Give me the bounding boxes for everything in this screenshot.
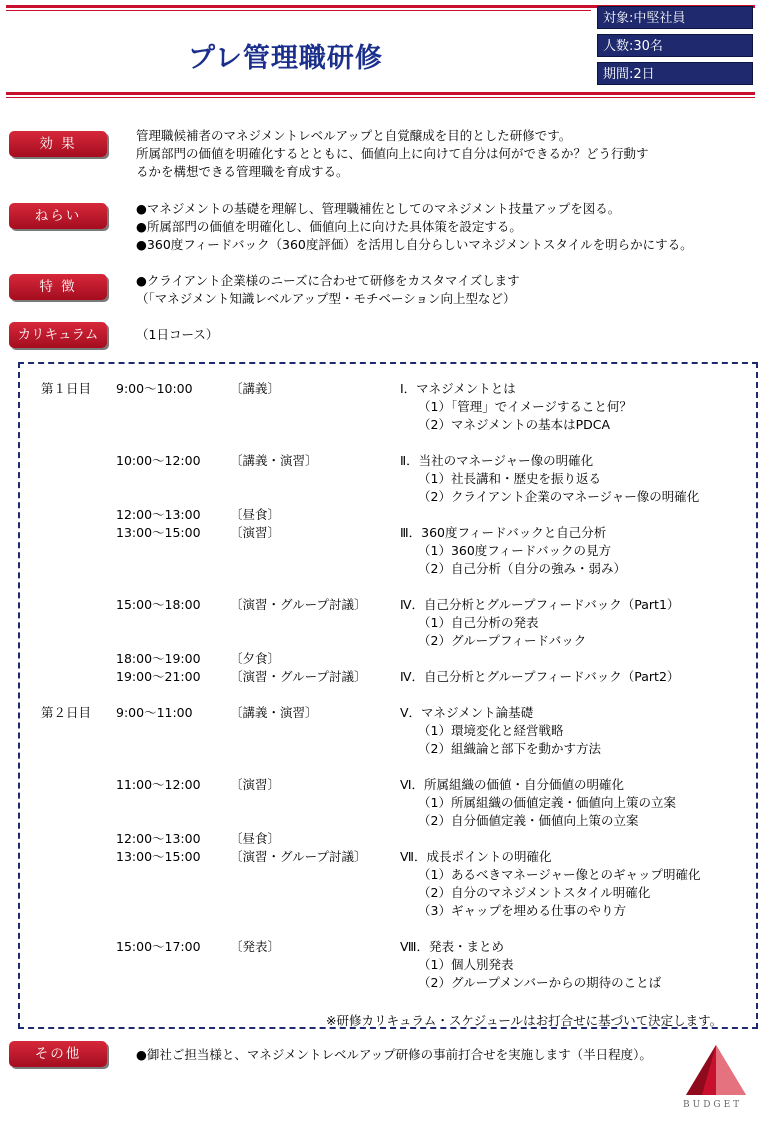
- tag-aim: ねらい: [9, 203, 107, 229]
- schedule-note: ※研修カリキュラム・スケジュールはお打合せに基づいて決定します。: [326, 1013, 723, 1028]
- schedule-type: 〔講義・演習〕: [230, 705, 318, 720]
- day1-label: 第１日目: [41, 381, 92, 396]
- effect-line-3: るかを構想できる管理職を育成する。: [136, 164, 349, 179]
- schedule-time: 13:00～15:00: [116, 849, 201, 864]
- schedule-topic: Ⅵ．所属組織の価値・自分価値の明確化: [400, 777, 625, 792]
- schedule-type: 〔演習〕: [230, 777, 281, 792]
- schedule-time: 15:00～18:00: [116, 597, 201, 612]
- schedule-subtopic: （2）グループフィードバック: [418, 633, 587, 648]
- schedule-time: 15:00～17:00: [116, 939, 201, 954]
- schedule-type: 〔演習〕: [230, 525, 281, 540]
- schedule-topic: Ⅳ．自己分析とグループフィードバック（Part2）: [400, 669, 680, 684]
- aim-line-1: ●マネジメントの基礎を理解し、管理職補佐としてのマネジメント技量アップを図る。: [136, 201, 621, 216]
- schedule-type: 〔演習・グループ討議〕: [230, 597, 367, 612]
- header-bottom-rule: [6, 92, 755, 95]
- schedule-subtopic: （1）360度フィードバックの見方: [418, 543, 612, 558]
- info-headcount: 人数:30名: [597, 34, 753, 57]
- header-top-rule-thin: [6, 10, 591, 11]
- schedule-time: 9:00～10:00: [116, 381, 193, 396]
- effect-line-2: 所属部門の価値を明確化するとともに、価値向上に向けて自分は何ができるか？どう行動す: [136, 146, 649, 161]
- schedule-subtopic: （2）組織論と部下を動かす方法: [418, 741, 601, 756]
- schedule-subtopic: （1）個人別発表: [418, 957, 514, 972]
- schedule-topic: Ⅶ．成長ポイントの明確化: [400, 849, 552, 864]
- schedule-topic: Ⅴ．マネジメント論基礎: [400, 705, 534, 720]
- page-title: プレ管理職研修: [188, 43, 383, 74]
- schedule-topic: Ⅳ．自己分析とグループフィードバック（Part1）: [400, 597, 680, 612]
- tag-feature: 特 徴: [9, 274, 107, 300]
- schedule-subtopic: （1）あるべきマネージャー像とのギャップ明確化: [418, 867, 701, 882]
- feature-line-2: （「マネジメント知識レベルアップ型・モチベーション向上型など）: [136, 291, 516, 306]
- schedule-time: 18:00～19:00: [116, 651, 201, 666]
- schedule-time: 12:00～13:00: [116, 831, 201, 846]
- schedule-subtopic: （1）所属組織の価値定義・価値向上策の立案: [418, 795, 676, 810]
- schedule-time: 10:00～12:00: [116, 453, 201, 468]
- tag-other: その他: [9, 1041, 107, 1067]
- schedule-subtopic: （3）ギャップを埋める仕事のやり方: [418, 903, 626, 918]
- schedule-time: 9:00～11:00: [116, 705, 193, 720]
- schedule-topic: Ⅰ．マネジメントとは: [400, 381, 516, 396]
- schedule-subtopic: （2）自分のマネジメントスタイル明確化: [418, 885, 651, 900]
- info-target: 対象:中堅社員: [597, 6, 753, 29]
- schedule-time: 12:00～13:00: [116, 507, 201, 522]
- schedule-type: 〔発表〕: [230, 939, 281, 954]
- schedule-subtopic: （1）自己分析の発表: [418, 615, 539, 630]
- schedule-type: 〔演習・グループ討議〕: [230, 669, 367, 684]
- effect-line-1: 管理職候補者のマネジメントレベルアップと自覚醸成を目的とした研修です。: [136, 128, 572, 143]
- schedule-topic: Ⅲ．360度フィードバックと自己分析: [400, 525, 607, 540]
- other-text: ●御社ご担当様と、マネジメントレベルアップ研修の事前打合せを実施します（半日程度）。: [136, 1047, 652, 1062]
- schedule-type: 〔講義〕: [230, 381, 281, 396]
- schedule-subtopic: （2）グループメンバーからの期待のことば: [418, 975, 662, 990]
- logo-text: BUDGET: [683, 1100, 743, 1110]
- schedule-subtopic: （2）自分価値定義・価値向上策の立案: [418, 813, 639, 828]
- schedule-subtopic: （1）環境変化と経営戦略: [418, 723, 564, 738]
- aim-line-2: ●所属部門の価値を明確化し、価値向上に向けた具体策を設定する。: [136, 219, 522, 234]
- curriculum-course: （1日コース）: [136, 327, 219, 342]
- schedule-topic: Ⅱ．当社のマネージャー像の明確化: [400, 453, 594, 468]
- schedule-subtopic: （1）社長講和・歴史を振り返る: [418, 471, 601, 486]
- schedule-type: 〔演習・グループ討議〕: [230, 849, 367, 864]
- schedule-topic: Ⅷ．発表・まとめ: [400, 939, 504, 954]
- schedule-time: 19:00～21:00: [116, 669, 201, 684]
- header-bottom-rule-thin: [6, 97, 755, 98]
- schedule-subtopic: （2）自己分析（自分の強み・弱み）: [418, 561, 626, 576]
- schedule-subtopic: （1）「管理」でイメージすること何？: [418, 399, 632, 414]
- schedule-subtopic: （2）クライアント企業のマネージャー像の明確化: [418, 489, 700, 504]
- schedule-time: 13:00～15:00: [116, 525, 201, 540]
- schedule-type: 〔夕食〕: [230, 651, 281, 666]
- schedule-type: 〔昼食〕: [230, 507, 281, 522]
- schedule-time: 11:00～12:00: [116, 777, 201, 792]
- day2-label: 第２日目: [41, 705, 92, 720]
- tag-curriculum: カリキュラム: [9, 322, 107, 348]
- aim-line-3: ●360度フィードバック（360度評価）を活用し自分らしいマネジメントスタイルを明らかにする。: [136, 237, 693, 252]
- info-duration: 期間:2日: [597, 62, 753, 85]
- schedule-type: 〔講義・演習〕: [230, 453, 318, 468]
- schedule-type: 〔昼食〕: [230, 831, 281, 846]
- tag-effect: 効 果: [9, 131, 107, 157]
- feature-line-1: ●クライアント企業様のニーズに合わせて研修をカスタマイズします: [136, 273, 520, 288]
- schedule-subtopic: （2）マネジメントの基本はPDCA: [418, 417, 611, 432]
